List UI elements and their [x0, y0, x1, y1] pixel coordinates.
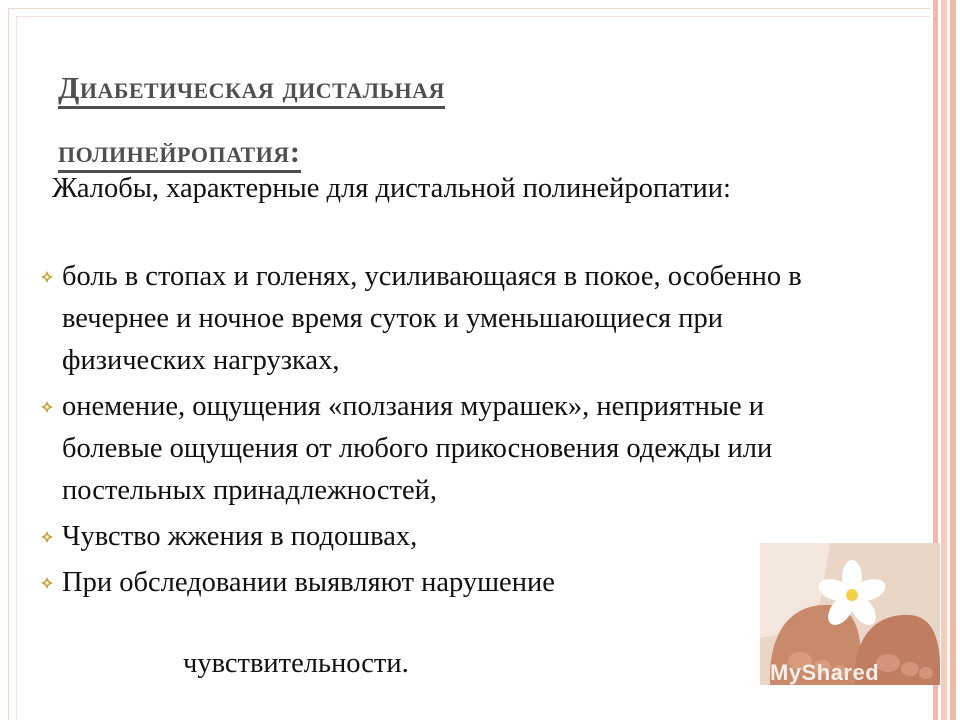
diamond-bullet-icon — [40, 270, 54, 284]
diamond-bullet-icon — [40, 576, 54, 590]
title-line-2: полинейропатия: — [58, 134, 301, 173]
bullet-item — [38, 516, 868, 558]
continuation-line: чувствительности. — [183, 648, 409, 679]
bullet-item — [38, 562, 868, 604]
intro-text: Жалобы, характерные для дистальной полинейропатии: — [52, 173, 731, 204]
bullet-text: онемение, ощущения «ползания мурашек», неприятные и болевые ощущения от любого прикосновения одежды или постельных принадлежностей, — [62, 391, 773, 506]
bullet-list — [38, 256, 868, 608]
diamond-bullet-icon — [40, 400, 54, 414]
slide-title — [58, 56, 738, 184]
bullet-text: Чувство жжения в подошвах, — [62, 521, 418, 552]
bullet-text: При обследовании выявляют нарушение — [62, 567, 555, 598]
diamond-bullet-icon — [40, 530, 54, 544]
bullet-text: боль в стопах и голенях, усиливающаяся в покое, особенно в вечернее и ночное время суток и уменьшающиеся при физических нагрузках, — [62, 261, 802, 376]
title-line-1: Диабетическая дистальная — [58, 70, 445, 109]
bullet-item — [38, 386, 868, 512]
bullet-item — [38, 256, 868, 382]
watermark-text: MyShared — [770, 660, 880, 685]
